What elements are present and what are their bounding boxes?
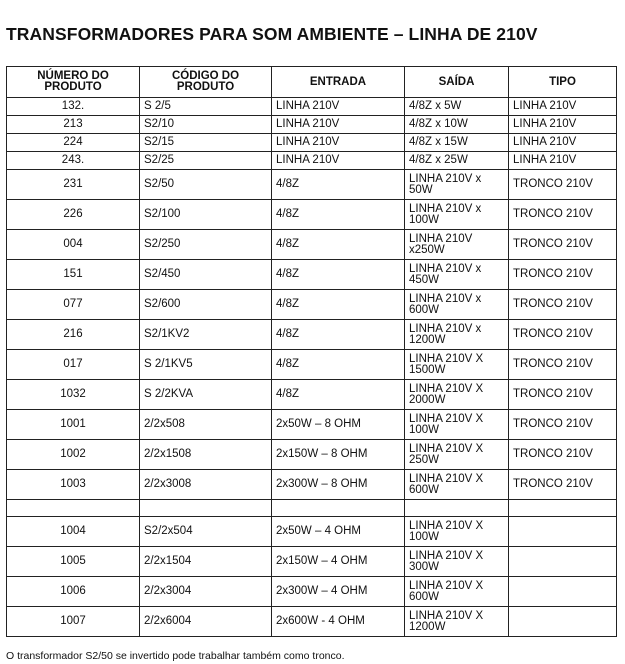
cell-entrada: 4/8Z	[272, 380, 405, 410]
cell-tipo: TRONCO 210V	[509, 410, 617, 440]
cell-entrada: 4/8Z	[272, 320, 405, 350]
cell-saida: LINHA 210V X 100W	[405, 410, 509, 440]
cell-entrada: 2x300W – 8 OHM	[272, 470, 405, 500]
table-row	[7, 152, 617, 170]
cell-saida: LINHA 210V X 100W	[405, 517, 509, 547]
cell-entrada: 2x50W – 8 OHM	[272, 410, 405, 440]
cell-codigo: 2/2x1504	[140, 547, 272, 577]
table-row	[7, 260, 617, 290]
table-row	[7, 230, 617, 260]
cell-saida: LINHA 210V X 250W	[405, 440, 509, 470]
cell-numero: 1003	[7, 470, 140, 500]
cell-tipo: TRONCO 210V	[509, 380, 617, 410]
header-entrada: ENTRADA	[272, 67, 405, 98]
cell-codigo: S2/15	[140, 134, 272, 152]
cell-tipo: TRONCO 210V	[509, 290, 617, 320]
cell-codigo: S2/25	[140, 152, 272, 170]
cell-tipo: TRONCO 210V	[509, 260, 617, 290]
cell-entrada: 4/8Z	[272, 290, 405, 320]
cell-codigo: S2/1KV2	[140, 320, 272, 350]
cell-codigo: S2/250	[140, 230, 272, 260]
cell-tipo	[509, 607, 617, 637]
header-numero: NÚMERO DO PRODUTO	[7, 67, 140, 98]
cell-numero: 077	[7, 290, 140, 320]
cell-tipo: TRONCO 210V	[509, 350, 617, 380]
cell-saida: LINHA 210V x 1200W	[405, 320, 509, 350]
cell-entrada: LINHA 210V	[272, 152, 405, 170]
cell-entrada: LINHA 210V	[272, 98, 405, 116]
cell-tipo: LINHA 210V	[509, 134, 617, 152]
table-row	[7, 290, 617, 320]
cell-numero: 231	[7, 170, 140, 200]
cell-entrada: 2x600W - 4 OHM	[272, 607, 405, 637]
table-body	[7, 98, 617, 637]
cell-codigo: 2/2x3004	[140, 577, 272, 607]
cell-numero: 1004	[7, 517, 140, 547]
cell-codigo: S 2/1KV5	[140, 350, 272, 380]
cell-numero: 1002	[7, 440, 140, 470]
table-row	[7, 577, 617, 607]
cell-tipo: TRONCO 210V	[509, 230, 617, 260]
cell-saida: LINHA 210V X 1500W	[405, 350, 509, 380]
cell-codigo: S 2/2KVA	[140, 380, 272, 410]
cell-saida: LINHA 210V X 2000W	[405, 380, 509, 410]
cell-saida: LINHA 210V x 450W	[405, 260, 509, 290]
page-title: TRANSFORMADORES PARA SOM AMBIENTE – LINHA DE 210V	[6, 24, 538, 44]
cell-codigo: S2/2x504	[140, 517, 272, 547]
transformer-table	[6, 66, 617, 637]
cell-tipo	[509, 577, 617, 607]
cell-codigo: S2/450	[140, 260, 272, 290]
cell-saida: LINHA 210V x 600W	[405, 290, 509, 320]
cell-numero: 226	[7, 200, 140, 230]
cell-tipo	[509, 547, 617, 577]
cell-tipo: LINHA 210V	[509, 98, 617, 116]
cell-saida: 4/8Z x 10W	[405, 116, 509, 134]
cell-saida: LINHA 210V X 300W	[405, 547, 509, 577]
cell-codigo	[140, 500, 272, 517]
cell-entrada	[272, 500, 405, 517]
cell-numero: 017	[7, 350, 140, 380]
cell-numero: 243.	[7, 152, 140, 170]
header-saida: SAÍDA	[405, 67, 509, 98]
cell-saida	[405, 500, 509, 517]
cell-entrada: 2x150W – 4 OHM	[272, 547, 405, 577]
cell-codigo: 2/2x6004	[140, 607, 272, 637]
cell-codigo: S2/50	[140, 170, 272, 200]
cell-saida: 4/8Z x 5W	[405, 98, 509, 116]
cell-tipo: TRONCO 210V	[509, 440, 617, 470]
cell-codigo: S2/100	[140, 200, 272, 230]
table-row	[7, 380, 617, 410]
header-codigo: CÓDIGO DO PRODUTO	[140, 67, 272, 98]
footnote: O transformador S2/50 se invertido pode trabalhar também como tronco.	[6, 650, 345, 662]
table-row	[7, 607, 617, 637]
cell-entrada: 4/8Z	[272, 230, 405, 260]
cell-codigo: S2/10	[140, 116, 272, 134]
table-row	[7, 410, 617, 440]
table-row	[7, 517, 617, 547]
cell-entrada: 4/8Z	[272, 260, 405, 290]
cell-tipo	[509, 517, 617, 547]
table-row	[7, 500, 617, 517]
cell-entrada: 2x300W – 4 OHM	[272, 577, 405, 607]
cell-tipo: TRONCO 210V	[509, 470, 617, 500]
cell-entrada: 4/8Z	[272, 170, 405, 200]
cell-numero: 1006	[7, 577, 140, 607]
cell-tipo: LINHA 210V	[509, 152, 617, 170]
table-row	[7, 350, 617, 380]
cell-codigo: 2/2x508	[140, 410, 272, 440]
cell-saida: 4/8Z x 15W	[405, 134, 509, 152]
header-tipo: TIPO	[509, 67, 617, 98]
cell-numero: 1032	[7, 380, 140, 410]
cell-entrada: LINHA 210V	[272, 116, 405, 134]
cell-saida: LINHA 210V X 600W	[405, 577, 509, 607]
table-row	[7, 320, 617, 350]
cell-tipo: TRONCO 210V	[509, 200, 617, 230]
cell-entrada: 4/8Z	[272, 350, 405, 380]
cell-tipo: TRONCO 210V	[509, 170, 617, 200]
cell-entrada: 4/8Z	[272, 200, 405, 230]
cell-entrada: 2x150W – 8 OHM	[272, 440, 405, 470]
cell-numero: 004	[7, 230, 140, 260]
cell-entrada: 2x50W – 4 OHM	[272, 517, 405, 547]
cell-tipo	[509, 500, 617, 517]
table-row	[7, 170, 617, 200]
cell-entrada: LINHA 210V	[272, 134, 405, 152]
cell-numero: 224	[7, 134, 140, 152]
table-header-row	[7, 67, 617, 98]
table-row	[7, 134, 617, 152]
cell-numero: 213	[7, 116, 140, 134]
cell-numero: 1001	[7, 410, 140, 440]
table-row	[7, 440, 617, 470]
cell-codigo: 2/2x3008	[140, 470, 272, 500]
cell-numero: 151	[7, 260, 140, 290]
cell-saida: LINHA 210V X 600W	[405, 470, 509, 500]
cell-codigo: 2/2x1508	[140, 440, 272, 470]
table-row	[7, 547, 617, 577]
table-row	[7, 98, 617, 116]
cell-saida: 4/8Z x 25W	[405, 152, 509, 170]
cell-numero: 132.	[7, 98, 140, 116]
cell-saida: LINHA 210V x 100W	[405, 200, 509, 230]
table-row	[7, 116, 617, 134]
cell-numero: 1007	[7, 607, 140, 637]
cell-numero: 1005	[7, 547, 140, 577]
cell-codigo: S 2/5	[140, 98, 272, 116]
cell-numero	[7, 500, 140, 517]
cell-numero: 216	[7, 320, 140, 350]
cell-tipo: TRONCO 210V	[509, 320, 617, 350]
cell-saida: LINHA 210V x250W	[405, 230, 509, 260]
cell-tipo: LINHA 210V	[509, 116, 617, 134]
cell-codigo: S2/600	[140, 290, 272, 320]
table-row	[7, 470, 617, 500]
cell-saida: LINHA 210V X 1200W	[405, 607, 509, 637]
table-row	[7, 200, 617, 230]
cell-saida: LINHA 210V x 50W	[405, 170, 509, 200]
